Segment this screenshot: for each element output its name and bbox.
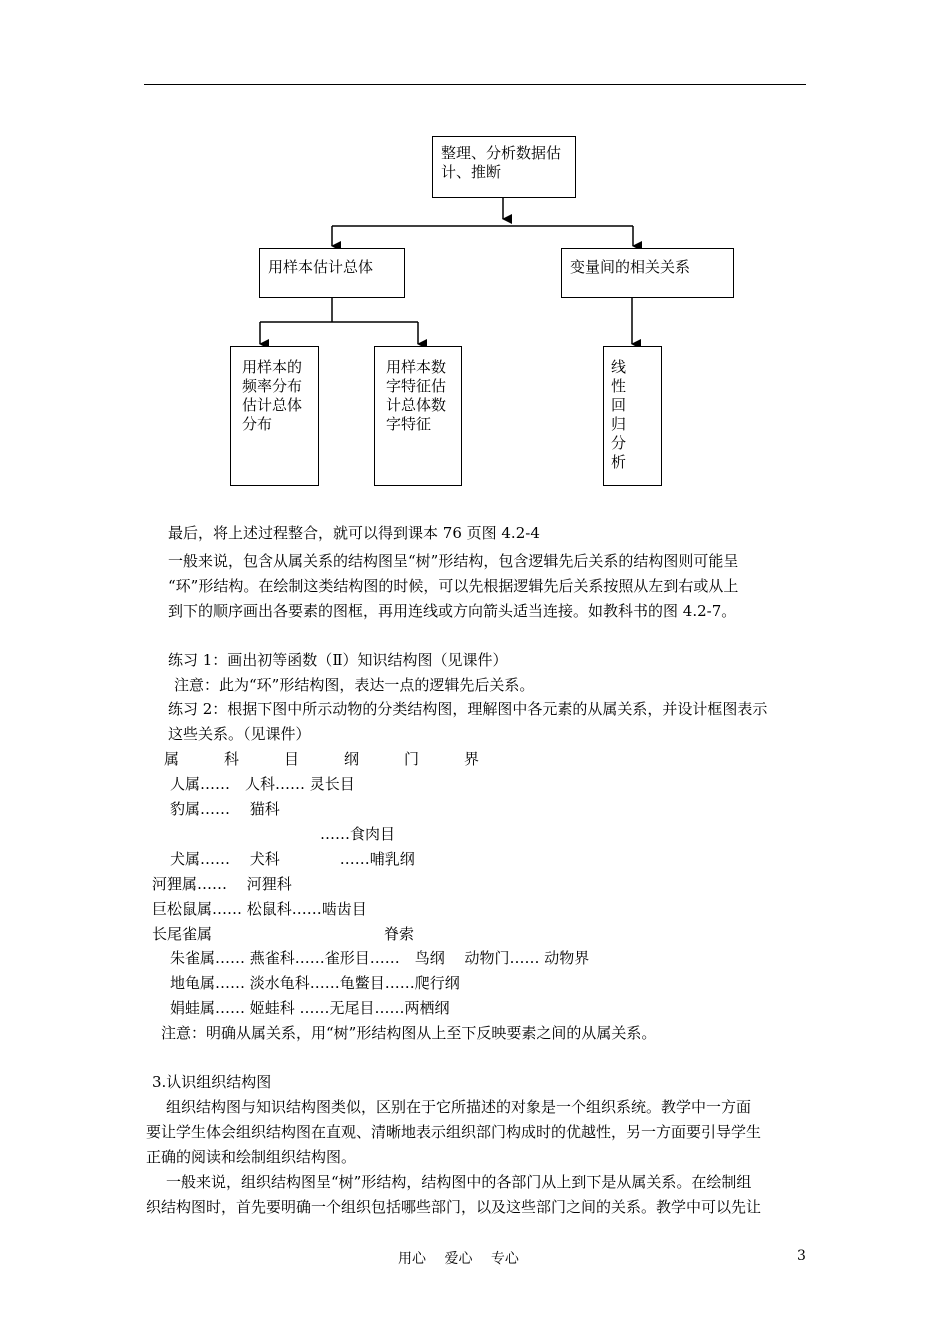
node-linear-regression — [603, 346, 662, 486]
node-correlation — [561, 248, 734, 298]
section-3-p2-line-2: 织结构图时，首先要明确一个组织包括哪些部门，以及这些部门之间的关系。教学中可以先让 — [146, 1198, 762, 1216]
text-finally: 最后，将上述过程整合，就可以得到课本 76 页图 4.2-4 — [168, 524, 540, 542]
node-frequency-distribution — [230, 346, 319, 486]
taxonomy-row: 巨松鼠属…… 松鼠科……啮齿目 — [152, 900, 367, 918]
exercise-1: 练习 1：画出初等函数（Ⅱ）知识结构图（见课件） — [168, 651, 508, 669]
node-correlation-label: 变量间的相关关系 — [570, 258, 691, 276]
diagram-connectors — [0, 0, 950, 520]
exercise-1-note: 注意：此为“环”形结构图，表达一点的逻辑先后关系。 — [174, 676, 535, 694]
taxonomy-row: 豹属…… 猫科 — [170, 800, 280, 818]
exercise-2-line-1: 练习 2：根据下图中所示动物的分类结构图，理解图中各元素的从属关系，并设计框图表示 — [168, 700, 768, 718]
node-root-label: 整理、分析数据估计、推断 — [441, 144, 562, 181]
taxonomy-row: 人属…… 人科…… 灵长目 — [170, 775, 355, 793]
taxonomy-row: 河狸属…… 河狸科 — [152, 875, 292, 893]
section-3-p1-line-1: 组织结构图与知识结构图类似，区别在于它所描述的对象是一个组织系统。教学中一方面 — [166, 1098, 752, 1116]
section-3-p1-line-3: 正确的阅读和绘制组织结构图。 — [146, 1148, 357, 1166]
taxonomy-row: 娟蛙属…… 姬蛙科 ……无尾目……两栖纲 — [170, 999, 450, 1017]
page-number: 3 — [797, 1248, 806, 1264]
exercise-2-line-2: 这些关系。（见课件） — [168, 725, 311, 743]
text-general-1: 一般来说，包含从属关系的结构图呈“树”形结构，包含逻辑先后关系的结构图则可能呈 — [168, 552, 739, 570]
node-sample-estimate-label: 用样本估计总体 — [268, 258, 374, 276]
text-general-2: “环”形结构。在绘制这类结构图的时候，可以先根据逻辑先后关系按照从左到右或从上 — [168, 577, 739, 595]
taxonomy-row: 犬属…… 犬科 ……哺乳纲 — [170, 850, 415, 868]
taxonomy-header: 属 科 目 纲 门 界 — [164, 750, 480, 768]
section-3-heading: 3.认识组织结构图 — [152, 1073, 272, 1091]
node-linear-regression-label: 线性回归分析 — [611, 358, 627, 471]
taxonomy-row: 朱雀属…… 燕雀科……雀形目…… 鸟纲 动物门…… 动物界 — [170, 949, 590, 967]
node-numeric-features — [374, 346, 462, 486]
taxonomy-row: 地龟属…… 淡水龟科……龟鳖目……爬行纲 — [170, 974, 460, 992]
node-numeric-features-label: 用样本数字特征估计总体数字特征 — [386, 358, 447, 433]
text-general-3: 到下的顺序画出各要素的图框，再用连线或方向箭头适当连接。如教科书的图 4.2-7。 — [168, 602, 737, 620]
taxonomy-row: 长尾雀属 — [152, 925, 213, 943]
node-frequency-distribution-label: 用样本的频率分布估计总体分布 — [242, 358, 303, 433]
taxonomy-row: 脊索 — [384, 925, 415, 943]
taxonomy-row: ……食肉目 — [320, 825, 396, 843]
footer-motto: 用心 爱心 专心 — [398, 1251, 519, 1267]
section-3-p1-line-2: 要让学生体会组织结构图在直观、清晰地表示组织部门构成时的优越性，另一方面要引导学生 — [146, 1123, 762, 1141]
section-3-p2-line-1: 一般来说，组织结构图呈“树”形结构，结构图中的各部门从上到下是从属关系。在绘制组 — [166, 1173, 752, 1191]
node-root — [432, 136, 576, 198]
node-sample-estimate — [259, 248, 405, 298]
taxonomy-note: 注意：明确从属关系，用“树”形结构图从上至下反映要素之间的从属关系。 — [161, 1024, 657, 1042]
